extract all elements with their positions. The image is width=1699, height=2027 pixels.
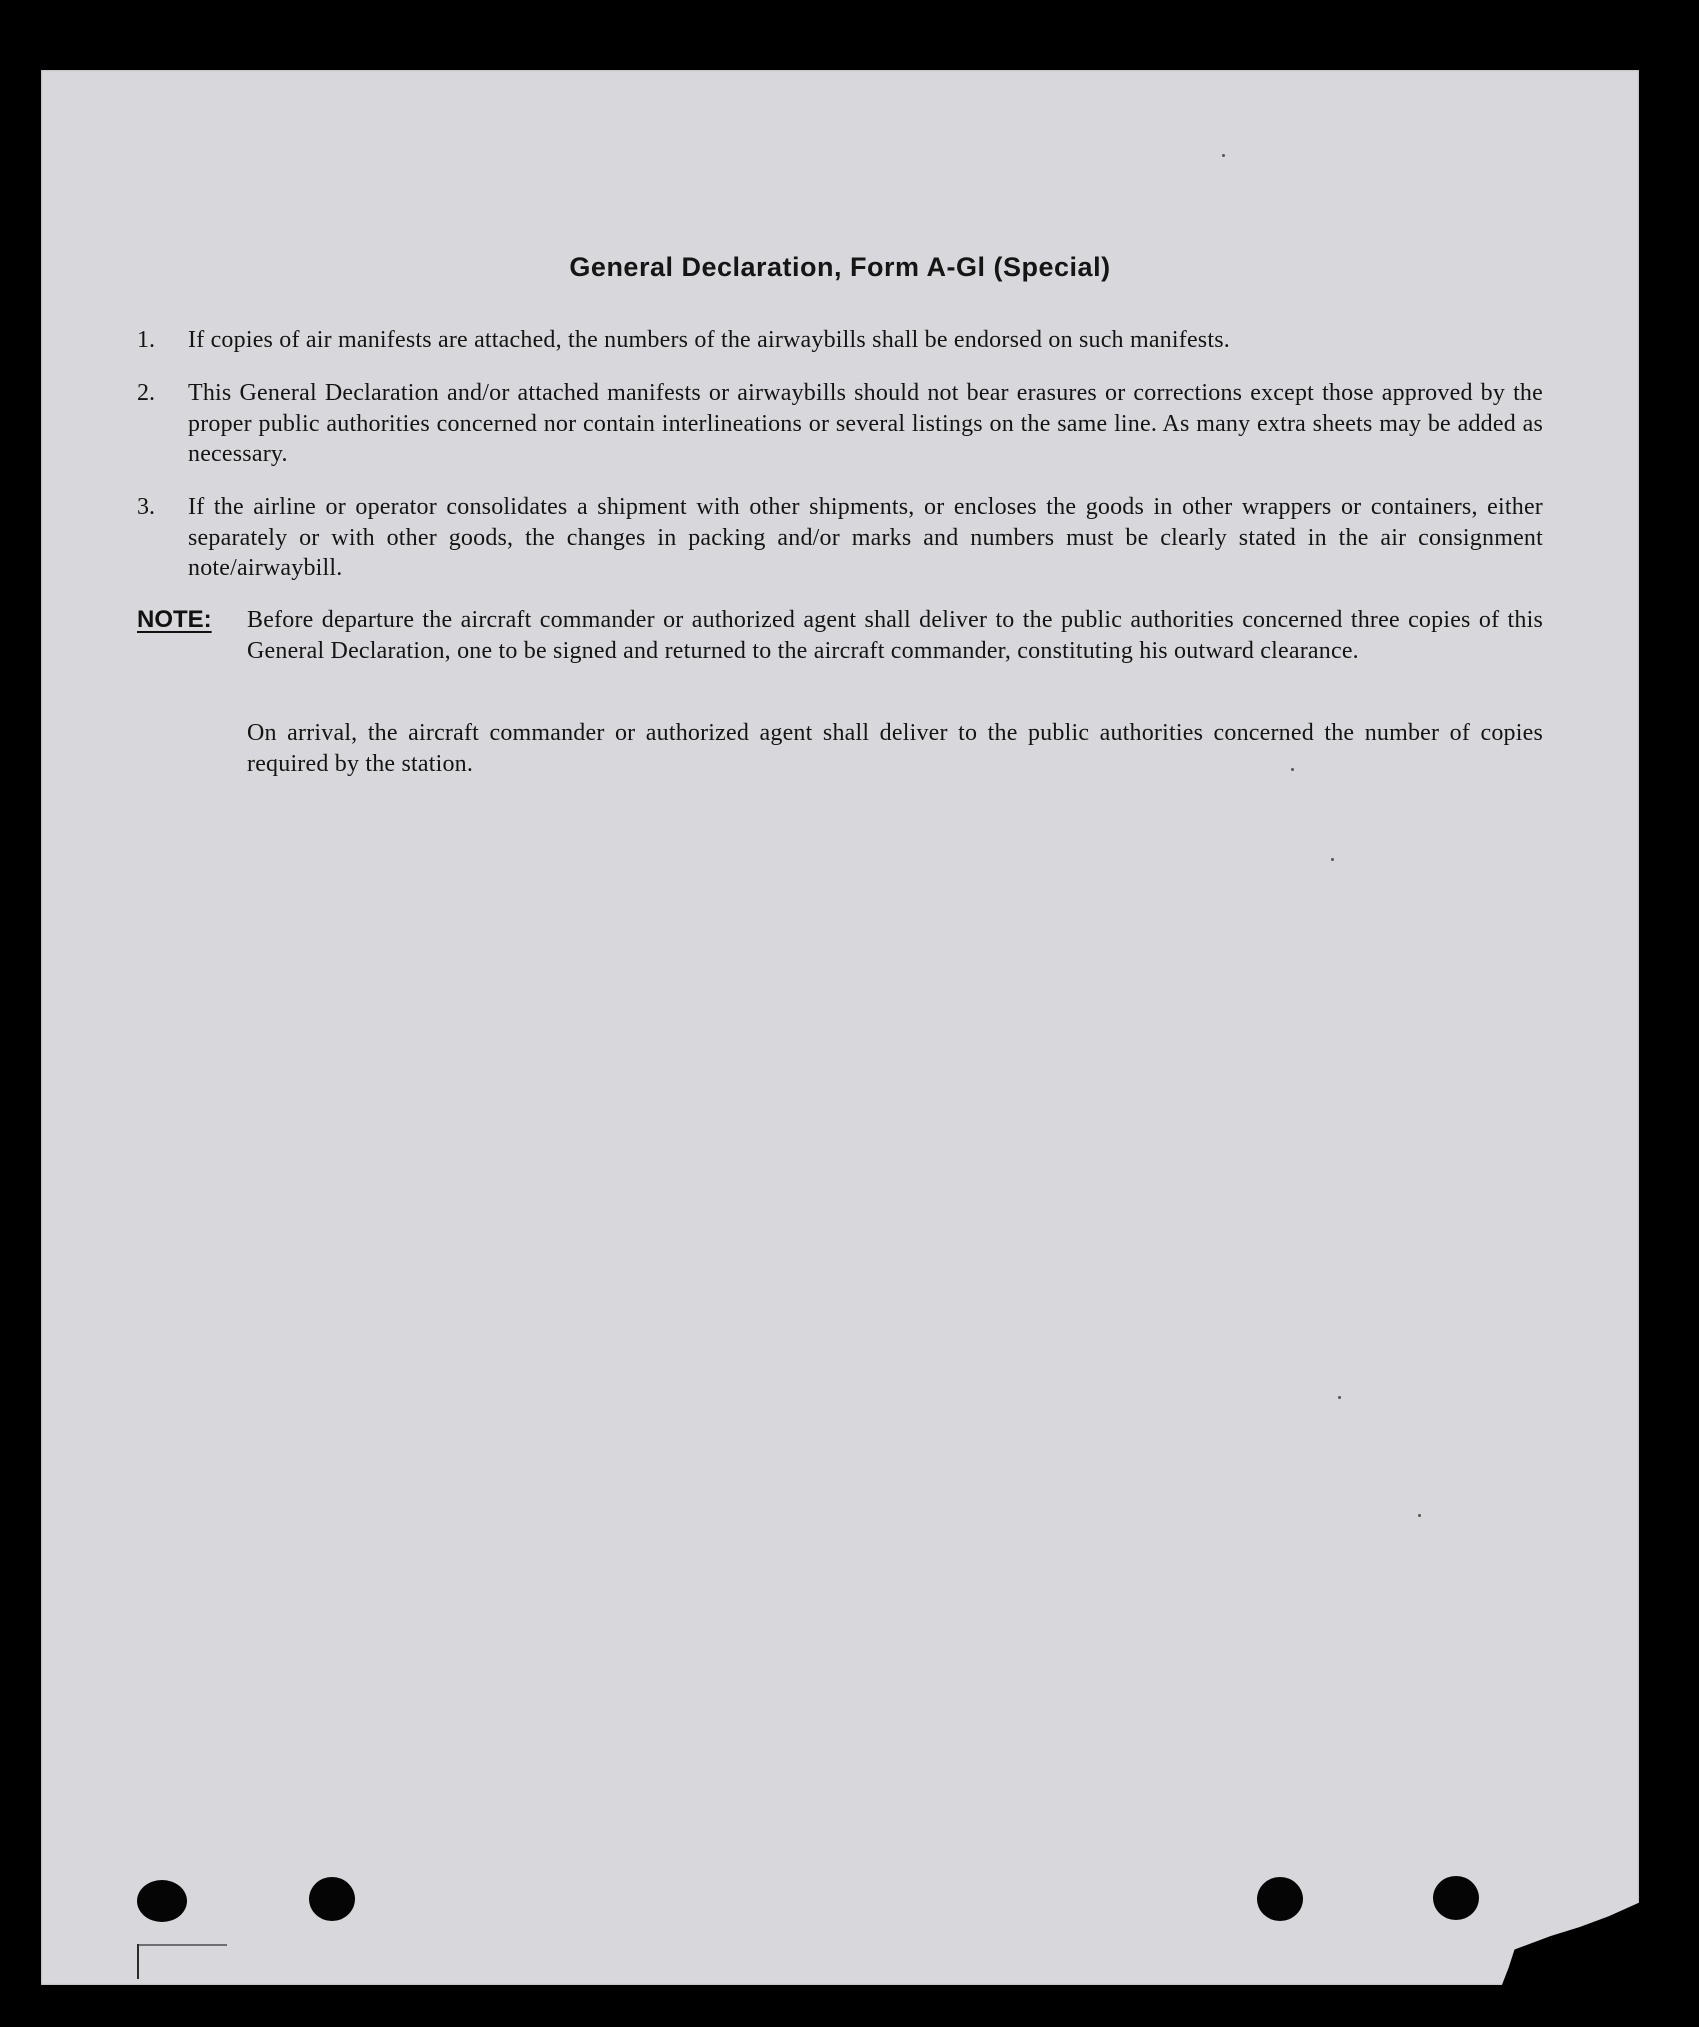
item-2-text: This General Declaration and/or attached manifests or airwaybills should not bear erasures or corrections except those approved by the proper public authorities concerned nor contain interlineations or several listings on the same line. As many extra sheets may be added as necessary.	[188, 380, 1543, 467]
scratch-mark-horizontal	[137, 1944, 227, 1946]
item-3-number: 3.	[137, 494, 155, 520]
note-paragraph-1: Before departure the aircraft commander or authorized agent shall deliver to the public authorities concerned three copies of this General Declaration, one to be signed and returned to the aircraft commander, constituting his outward clearance.	[247, 607, 1543, 664]
item-1-text: If copies of air manifests are attached, the numbers of the airwaybills shall be endorsed on such manifests.	[188, 327, 1230, 353]
document-title: General Declaration, Form A-Gl (Special)	[569, 252, 1111, 282]
speck	[1338, 1396, 1341, 1399]
speck	[1418, 1514, 1421, 1517]
item-3-text: If the airline or operator consolidates a shipment with other shipments, or encloses the goods in other wrappers or containers, either separately or with other goods, the changes in packing and/or marks and numbers must be clearly stated in the air consignment note/airwaybill.	[188, 494, 1543, 581]
note-label: NOTE:	[137, 606, 212, 633]
punch-hole-1	[137, 1880, 187, 1922]
item-2-number: 2.	[137, 380, 155, 406]
speck	[1291, 768, 1294, 771]
punch-hole-4	[1433, 1876, 1479, 1920]
speck	[1331, 858, 1334, 861]
note-paragraph-2: On arrival, the aircraft commander or authorized agent shall deliver to the public authorities concerned the number of copies required by the station.	[247, 720, 1543, 777]
document-page	[41, 70, 1639, 1985]
item-1-number: 1.	[137, 327, 155, 353]
punch-hole-3	[1257, 1877, 1303, 1921]
punch-hole-2	[309, 1877, 355, 1921]
speck	[1222, 154, 1225, 157]
scratch-mark-vertical	[137, 1944, 139, 1979]
